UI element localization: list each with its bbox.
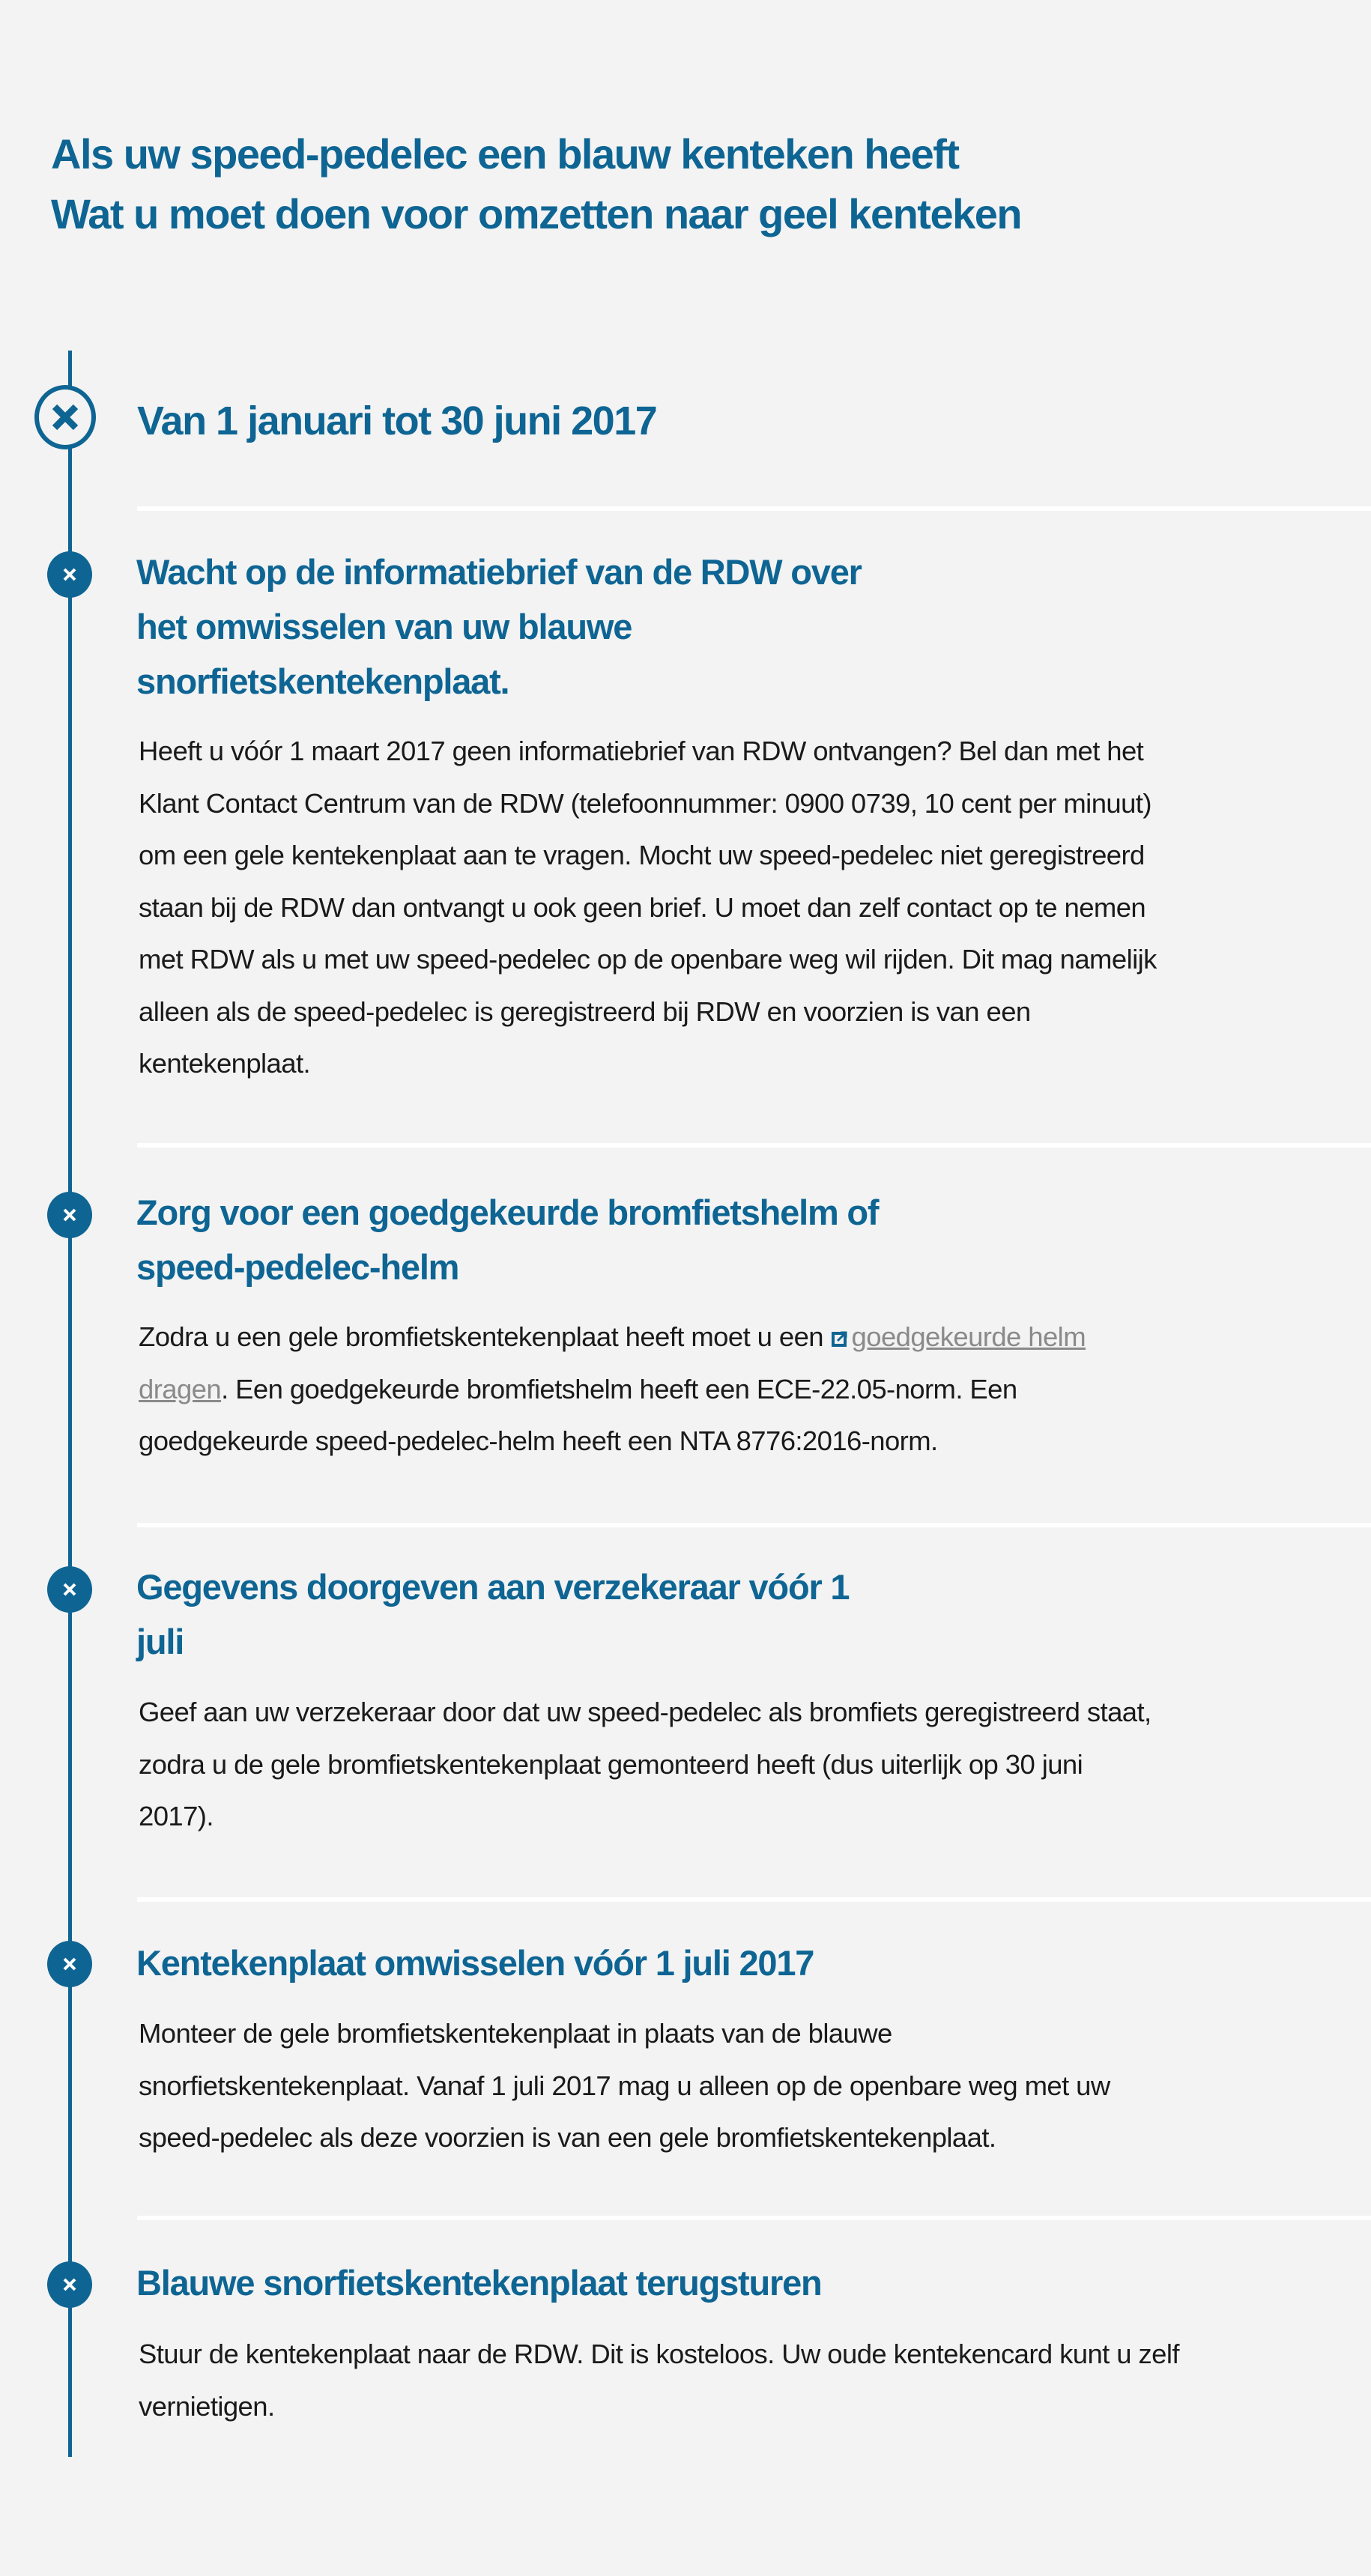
step-heading-line: juli bbox=[136, 1622, 184, 1661]
step-body-line bbox=[139, 1311, 1360, 1363]
period-heading: Van 1 januari tot 30 juni 2017 bbox=[137, 398, 657, 443]
step-body-line: Heeft u vóór 1 maart 2017 geen informatiebrief van RDW ontvangen? Bel dan met het bbox=[139, 736, 1144, 766]
step-body-line: vernietigen. bbox=[139, 2390, 275, 2422]
step-heading bbox=[136, 1936, 1035, 1990]
close-icon bbox=[62, 1207, 77, 1222]
step-heading bbox=[136, 2255, 1035, 2310]
divider bbox=[137, 1897, 1371, 1902]
helmet-link-continued[interactable]: dragen bbox=[139, 1373, 222, 1404]
step-body-line: Geef aan uw verzekeraar door dat uw speed-pedelec als bromfiets geregistreerd staat, bbox=[139, 1697, 1151, 1727]
step-heading-line: Kentekenplaat omwisselen vóór 1 juli 2017 bbox=[136, 1943, 814, 1983]
step-body-line: Monteer de gele bromfietskentekenplaat in plaats van de blauwe bbox=[139, 2018, 892, 2049]
step-heading-line: Gegevens doorgeven aan verzekeraar vóór 1 bbox=[136, 1567, 850, 1607]
close-icon bbox=[49, 401, 82, 434]
step-body bbox=[139, 2328, 1360, 2432]
step-heading-line: Wacht op de informatiebrief van de RDW over bbox=[136, 552, 862, 592]
step-body-line: goedgekeurde speed-pedelec-helm heeft een NTA 8776:2016-norm. bbox=[139, 1425, 938, 1456]
step-body bbox=[139, 1311, 1360, 1467]
step-heading bbox=[136, 545, 1035, 709]
step-body bbox=[139, 1686, 1360, 1843]
step-body-line: speed-pedelec als deze voorzien is van een gele bromfietskentekenplaat. bbox=[139, 2122, 996, 2153]
step-marker bbox=[47, 551, 92, 598]
close-icon bbox=[62, 1582, 77, 1597]
step-body-line: 2017). bbox=[139, 1801, 214, 1831]
step-heading bbox=[136, 1185, 1035, 1294]
close-circle-icon bbox=[34, 385, 96, 449]
step-body-line: Klant Contact Centrum van de RDW (telefoonnummer: 0900 0739, 10 cent per minuut) bbox=[139, 787, 1151, 819]
divider bbox=[137, 506, 1371, 511]
step-body-text: Zodra u een gele bromfietskentekenplaat heeft moet u een bbox=[139, 1321, 831, 1352]
step-body-line: Stuur de kentekenplaat naar de RDW. Dit is kosteloos. Uw oude kentekencard kunt u zelf bbox=[139, 2339, 1179, 2369]
step-body-line: zodra u de gele bromfietskentekenplaat gemonteerd heeft (dus uiterlijk op 30 juni bbox=[139, 1748, 1083, 1780]
step-body bbox=[139, 2007, 1360, 2164]
close-icon bbox=[62, 567, 77, 582]
timeline-line bbox=[68, 351, 72, 2457]
step-heading-line: Zorg voor een goedgekeurde bromfietshelm of bbox=[136, 1192, 879, 1232]
step-body-line: alleen als de speed-pedelec is geregistreerd bij RDW en voorzien is van een bbox=[139, 995, 1031, 1027]
step-marker bbox=[47, 2261, 92, 2308]
step-heading-line: het omwisselen van uw blauwe bbox=[136, 607, 632, 646]
step-marker bbox=[47, 1566, 92, 1613]
step-heading bbox=[136, 1560, 1035, 1669]
helmet-link[interactable] bbox=[831, 1321, 1086, 1352]
step-body-line: met RDW als u met uw speed-pedelec op de openbare weg wil rijden. Dit mag namelijk bbox=[139, 944, 1157, 975]
step-body-line: snorfietskentekenplaat. Vanaf 1 juli 2017 mag u alleen op de openbare weg met uw bbox=[139, 2070, 1110, 2101]
page-title bbox=[51, 124, 1325, 244]
close-icon bbox=[62, 2277, 77, 2292]
step-body-line: kentekenplaat. bbox=[139, 1048, 311, 1079]
step-body-line: staan bij de RDW dan ontvangt u ook geen brief. U moet dan zelf contact op te nemen bbox=[139, 891, 1146, 923]
step-heading-line: snorfietskentekenplaat. bbox=[136, 661, 509, 701]
page-title-line: Als uw speed-pedelec een blauw kenteken heeft bbox=[51, 130, 959, 178]
step-body bbox=[139, 725, 1360, 1090]
step-heading-line: Blauwe snorfietskentekenplaat terugsturen bbox=[136, 2263, 822, 2303]
divider bbox=[137, 2216, 1371, 2220]
step-heading-line: speed-pedelec-helm bbox=[136, 1247, 459, 1287]
external-link-icon bbox=[831, 1330, 849, 1348]
step-marker bbox=[47, 1192, 92, 1238]
step-marker bbox=[47, 1941, 92, 1987]
step-body-line bbox=[139, 1363, 1360, 1416]
close-icon bbox=[62, 1957, 77, 1972]
divider bbox=[137, 1523, 1371, 1527]
page-title-line: Wat u moet doen voor omzetten naar geel kenteken bbox=[51, 190, 1022, 237]
divider bbox=[137, 1143, 1371, 1148]
step-body-line: om een gele kentekenplaat aan te vragen. Mocht uw speed-pedelec niet geregistreerd bbox=[139, 840, 1145, 870]
step-body-text: . Een goedgekeurde bromfietshelm heeft een ECE-22.05-norm. Een bbox=[221, 1373, 1017, 1404]
helmet-link-text[interactable]: goedgekeurde helm bbox=[851, 1321, 1086, 1352]
